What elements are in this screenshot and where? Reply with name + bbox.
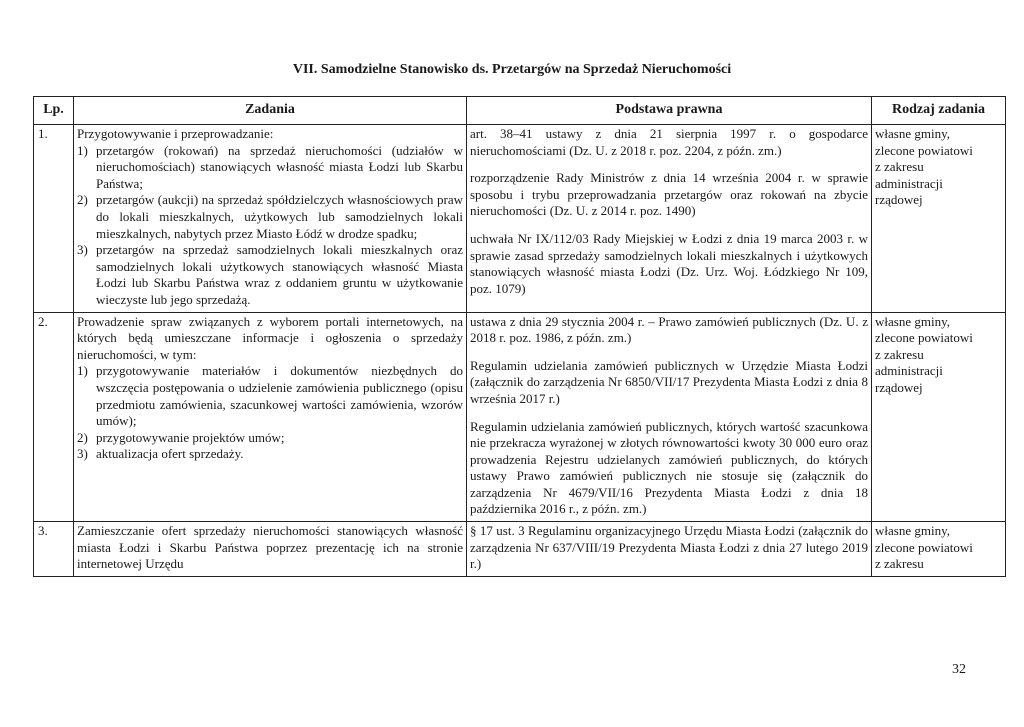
task-type-line: zlecone powiatowi <box>875 142 973 158</box>
task-type-line: administracji <box>875 363 943 379</box>
item-text: przetargów (rokowań) na sprzedaż nieruchomości (udziałów w nieruchomościach) stanowiących własność miasta Łodzi lub Skarbu Państwa; <box>96 142 463 191</box>
list-item <box>77 430 463 447</box>
item-number: 3) <box>77 446 88 462</box>
item-text: przetargów (aukcji) na sprzedaż spółdzielczych własnościowych praw do lokali mieszkalnych, użytkowych lub samodzielnych lokali mieszkalnych, nabytych przez Miasto Łódź w drodze spadku; <box>96 192 463 241</box>
task-type-line: rządowej <box>875 379 923 395</box>
task-type-line: z zakresu <box>875 346 924 362</box>
table-row <box>34 522 1006 577</box>
task-type-cell <box>872 312 1006 522</box>
item-number: 1) <box>77 363 88 379</box>
legal-basis-cell <box>467 522 872 577</box>
list-item <box>77 363 463 429</box>
legal-basis-entry: Regulamin udzielania zamówień publicznych, których wartość szacunkowa nie przekracza wyrażonej w złotych równowartości kwoty 30 000 euro oraz prowadzenia Rejestru udzielanych zamówień publicznych, do których ustawy Prawo zamówień publicznych nie stosuje się (załącznik do zarządzenia Nr 4679/VII/16 Prezydenta Miasta Łodzi z dnia 18 października 2016 r., z późn. zm.) <box>470 418 868 517</box>
task-type-line: rządowej <box>875 192 923 208</box>
legal-basis-entry: § 17 ust. 3 Regulaminu organizacyjnego Urzędu Miasta Łodzi (załącznik do zarządzenia Nr 637/VIII/19 Prezydenta Miasta Łodzi z dnia 27 lutego 2019 r.) <box>470 523 868 572</box>
task-list <box>77 363 463 463</box>
task-type-line: własne gminy, <box>875 126 950 141</box>
table-row <box>34 312 1006 522</box>
task-cell <box>74 125 467 313</box>
task-cell <box>74 522 467 577</box>
task-type-line: z zakresu <box>875 159 924 175</box>
legal-basis-entry: art. 38–41 ustawy z dnia 21 sierpnia 1997 r. o gospodarce nieruchomościami (Dz. U. z 2018 r. poz. 2204, z późn. zm.) <box>470 126 868 158</box>
task-type-cell <box>872 522 1006 577</box>
list-item <box>77 242 463 308</box>
header-legal: Podstawa prawna <box>467 97 872 125</box>
header-tasks: Zadania <box>74 97 467 125</box>
section-title: VII. Samodzielne Stanowisko ds. Przetargów na Sprzedaż Nieruchomości <box>292 62 732 77</box>
legal-basis-entry: uchwała Nr IX/112/03 Rady Miejskiej w Łodzi z dnia 19 marca 2003 r. w sprawie zasad sprzedaży samodzielnych lokali mieszkalnych i użytkowych stanowiących własność miasta Łodzi (Dz. Urz. Woj. Łódzkiego Nr 109, poz. 1079) <box>470 230 868 296</box>
task-intro: Zamieszczanie ofert sprzedaży nieruchomości stanowiących własność miasta Łodzi i Skarbu Państwa poprzez prezentację ich na stronie internetowej Urzędu <box>77 523 463 572</box>
legal-basis-entry: rozporządzenie Rady Ministrów z dnia 14 września 2004 r. w sprawie sposobu i trybu przeprowadzania przetargów oraz rokowań na zbycie nieruchomości (Dz. U. z 2014 r. poz. 1490) <box>470 170 868 219</box>
item-text: aktualizacja ofert sprzedaży. <box>96 446 244 462</box>
task-type-line: zlecone powiatowi <box>875 539 973 555</box>
row-number: 1. <box>34 125 74 313</box>
legal-basis-entry: Regulamin udzielania zamówień publicznych w Urzędzie Miasta Łodzi (załącznik do zarządzenia Nr 6850/VII/17 Prezydenta Miasta Łodzi z dnia 8 września 2017 r.) <box>470 357 868 406</box>
item-text: przygotowywanie materiałów i dokumentów niezbędnych do wszczęcia postępowania o udzielenie zamówienia publicznego (opisu przedmiotu zamówienia, szacunkowej wartości zamówienia, wzorów umów); <box>96 363 463 429</box>
task-type-line: administracji <box>875 175 943 191</box>
table-row <box>34 125 1006 313</box>
list-item <box>77 446 463 463</box>
header-type: Rodzaj zadania <box>872 97 1006 125</box>
row-number: 3. <box>34 522 74 577</box>
task-type-line: własne gminy, <box>875 523 950 539</box>
page-number: 32 <box>952 662 966 677</box>
item-text: przygotowywanie projektów umów; <box>96 429 285 445</box>
tasks-table <box>33 96 1006 577</box>
task-intro: Przygotowywanie i przeprowadzanie: <box>77 126 274 141</box>
row-number: 2. <box>34 312 74 522</box>
task-list <box>77 143 463 309</box>
list-item <box>77 143 463 193</box>
item-number: 2) <box>77 429 88 445</box>
task-type-line: z zakresu <box>875 556 924 572</box>
item-text: przetargów na sprzedaż samodzielnych lokali mieszkalnych oraz samodzielnych lokali użytkowych stanowiących własność Miasta Łodzi lub Skarbu Państwa wraz z oddaniem gruntu w użytkowanie wieczyste lub jego sprzedażą. <box>96 242 463 307</box>
task-intro: Prowadzenie spraw związanych z wyborem portali internetowych, na których będą umieszczane informacje i ogłoszenia o sprzedaży nieruchomości, w tym: <box>77 313 463 362</box>
header-row <box>34 97 1006 125</box>
item-number: 3) <box>77 242 88 258</box>
item-number: 2) <box>77 192 88 208</box>
list-item <box>77 192 463 242</box>
header-lp: Lp. <box>34 97 74 125</box>
item-number: 1) <box>77 142 88 158</box>
task-type-cell <box>872 125 1006 313</box>
legal-basis-cell <box>467 125 872 313</box>
legal-basis-entry: ustawa z dnia 29 stycznia 2004 r. – Prawo zamówień publicznych (Dz. U. z 2018 r. poz. 1986, z późn. zm.) <box>470 313 868 346</box>
task-type-line: własne gminy, <box>875 313 950 329</box>
legal-basis-cell <box>467 312 872 522</box>
task-cell <box>74 312 467 522</box>
task-type-line: zlecone powiatowi <box>875 330 973 346</box>
